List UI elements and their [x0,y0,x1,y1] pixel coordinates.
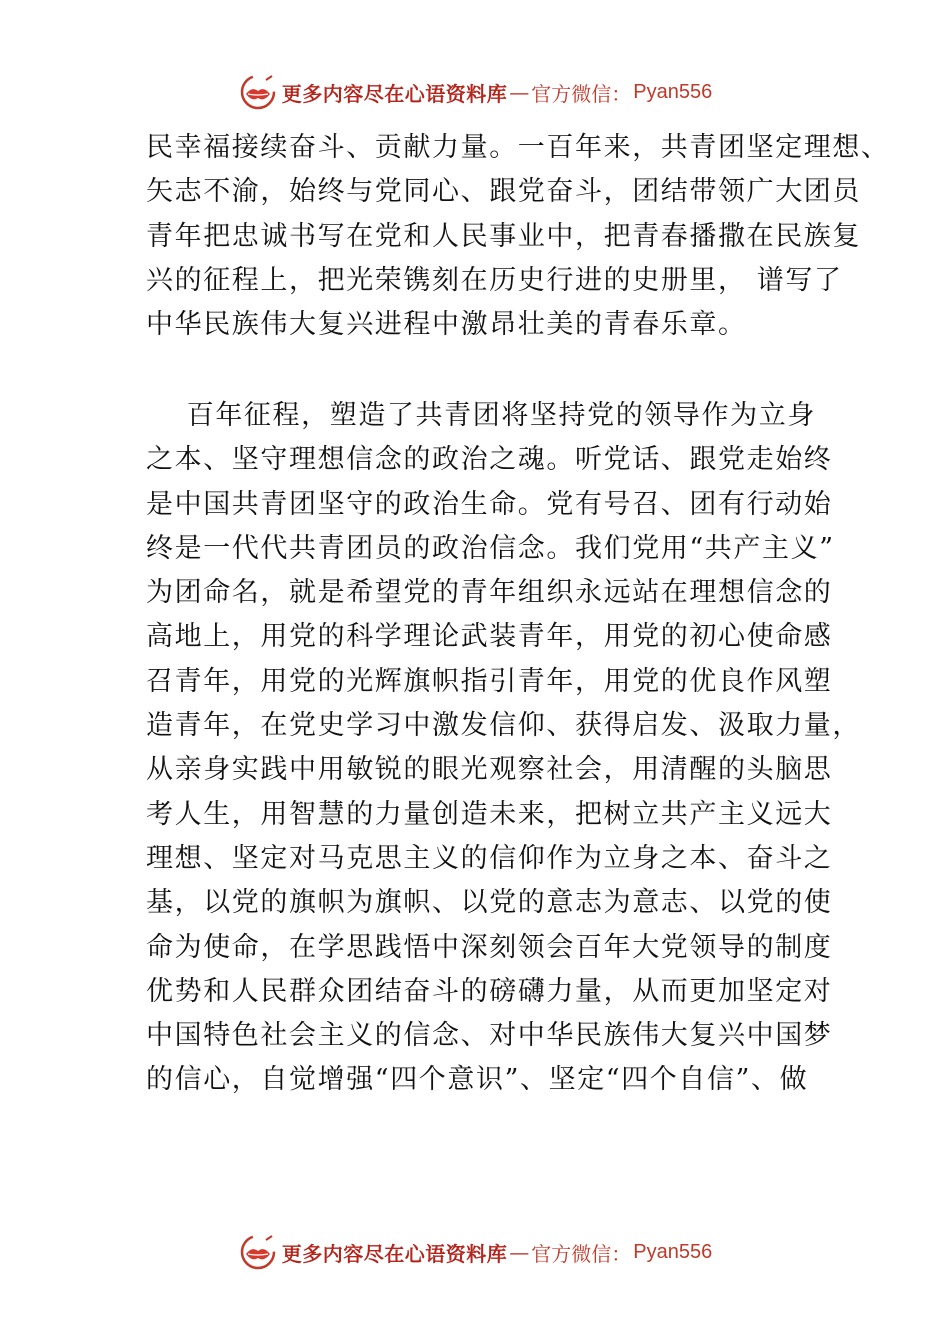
text-line: 是中国共青团坚守的政治生命。党有号召、团有行动始 [146,488,833,520]
banner-separator: — [509,1240,530,1264]
text-line: 理想、坚定对马克思主义的信仰作为立身之本、奋斗之 [146,842,833,874]
lips-logo-icon [238,1232,278,1272]
text-line: 民幸福接续奋斗、贡献力量。一百年来，共青团坚定理想、 [146,132,890,163]
text-line: 的信心，自觉增强“四个意识”、坚定“四个自信”、做 [146,1064,809,1096]
wechat-account: Pyan556 [633,80,713,103]
text-line: 矢志不渝，始终与党同心、跟党奋斗，团结带领广大团员 [146,176,861,208]
text-line: 兴的征程上，把光荣镌刻在历史行进的史册里， 谱写了 [146,264,843,296]
text-line: 造青年，在党史学习中激发信仰、获得启发、汲取力量， [146,710,861,742]
wechat-account: Pyan556 [633,1240,713,1263]
text-line: 基，以党的旗帜为旗帜、以党的意志为意志、以党的使 [146,887,833,919]
banner-separator: — [509,80,530,104]
wechat-label: 官方微信： [531,81,632,106]
text-line: 考人生，用智慧的力量创造未来，把树立共产主义远大 [146,798,833,830]
paragraph-2 [146,394,861,1103]
lips-logo-icon [238,72,278,112]
text-line: 百年征程，塑造了共青团将坚持党的领导作为立身 [146,400,816,431]
paragraph-1 [146,126,890,347]
footer-banner [0,1230,950,1274]
text-line: 高地上，用党的科学理论武装青年，用党的初心使命感 [146,621,833,653]
wechat-label: 官方微信： [531,1241,632,1266]
text-line: 从亲身实践中用敏锐的眼光观察社会，用清醒的头脑思 [146,754,833,786]
text-line: 青年把忠诚书写在党和人民事业中，把青春播撒在民族复 [146,220,861,252]
header-banner [0,70,950,114]
text-line: 优势和人民群众团结奋斗的磅礴力量，从而更加坚定对 [146,975,833,1007]
text-line: 终是一代代共青团员的政治信念。我们党用“共产主义” [146,532,835,564]
text-line: 之本、坚守理想信念的政治之魂。听党话、跟党走始终 [146,444,833,476]
banner-text: 更多内容尽在心语资料库 [281,1241,508,1266]
text-line: 命为使命，在学思践悟中深刻领会百年大党领导的制度 [146,931,833,963]
text-line: 中国特色社会主义的信念、对中华民族伟大复兴中国梦 [146,1020,833,1052]
text-line: 中华民族伟大复兴进程中激昂壮美的青春乐章。 [146,309,747,341]
text-line: 召青年，用党的光辉旗帜指引青年，用党的优良作风塑 [146,665,833,697]
text-line: 为团命名，就是希望党的青年组织永远站在理想信念的 [146,577,833,609]
banner-text: 更多内容尽在心语资料库 [281,81,508,106]
